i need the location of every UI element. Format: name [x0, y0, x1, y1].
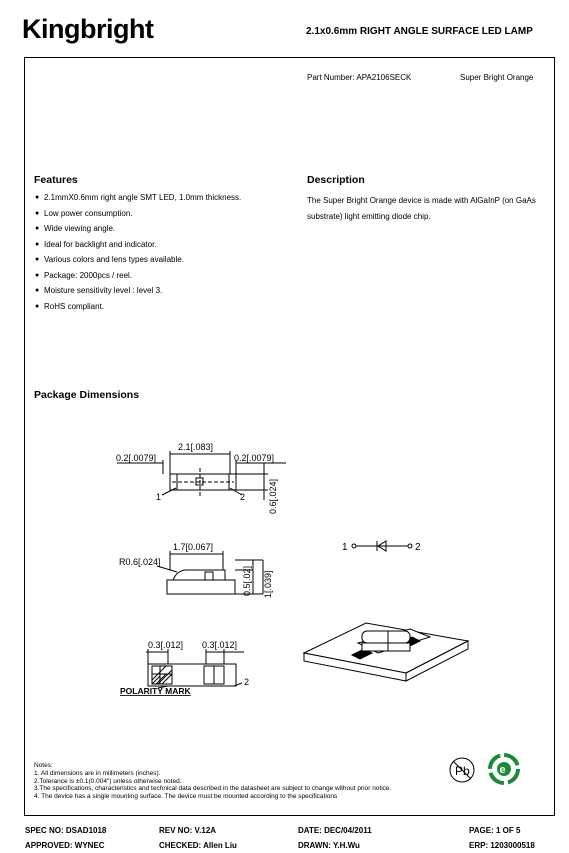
polarity-mark-label: POLARITY MARK: [120, 686, 191, 696]
features-list: [35, 193, 241, 317]
approved-by: APPROVED: WYNEC: [25, 841, 105, 850]
isometric-led-drawing: [300, 615, 472, 687]
page-number: PAGE: 1 OF 5: [469, 826, 521, 835]
note-item: 3.The specifications, characteristics and technical data described in the datasheet are subject to change without prior notice.: [34, 785, 392, 793]
package-heading: Package Dimensions: [34, 389, 140, 401]
bottom-view-drawing: [118, 638, 258, 700]
list-item: ● 2.1mmX0.6mm right angle SMT LED, 1.0mm thickness.: [35, 193, 242, 202]
part-number: Part Number: APA2106SECK: [307, 73, 412, 82]
dim-height: 0.6[.024]: [268, 478, 278, 514]
dim-lens-h1: 0.5[.02]: [242, 565, 252, 596]
pin1-label: 1: [156, 492, 162, 502]
document-title: 2.1x0.6mm RIGHT ANGLE SURFACE LED LAMP: [306, 26, 533, 37]
dim-lens-h2: 1[.039]: [263, 570, 273, 598]
list-item: ● Moisture sensitivity level : level 3.: [35, 286, 163, 295]
list-item: ● Low power consumption.: [35, 208, 133, 218]
brand-logo: Kingbright: [22, 14, 154, 44]
note-item: 1. All dimensions are in millimeters (inches).: [34, 769, 161, 777]
list-item: ● Various colors and lens types available.: [35, 255, 184, 264]
notes-title: Notes:: [34, 762, 53, 769]
content-frame: [24, 57, 555, 816]
date: DATE: DEC/04/2011: [298, 826, 372, 835]
list-item: ● Wide viewing angle.: [35, 224, 116, 233]
top-view-drawing: [110, 438, 300, 518]
note-item: 2.Tolerance is ±0.1(0.004") unless otherwise noted.: [34, 777, 182, 785]
svg-text:e: e: [499, 764, 506, 776]
note-item: 4. The device has a single mounting surface. The device must be mounted according to the specifications: [34, 793, 338, 801]
dim-side-right: 0.2[.0079]: [234, 453, 275, 463]
list-item: ● Ideal for backlight and indicator.: [35, 239, 157, 249]
spec-no: SPEC NO: DSAD1018: [25, 826, 107, 835]
list-item: ● Package: 2000pcs / reel.: [35, 270, 133, 280]
description-heading: Description: [307, 174, 365, 186]
diode-pin2: 2: [415, 542, 421, 553]
svg-text:Pb: Pb: [455, 764, 470, 778]
pin2-label: 2: [240, 492, 246, 502]
dim-side-left: 0.2[.0079]: [116, 453, 157, 463]
side-view-drawing: [115, 540, 275, 602]
erp-number: ERP: 1203000518: [469, 841, 535, 850]
features-heading: Features: [34, 174, 78, 186]
notes-block: [34, 762, 391, 801]
bottom-pin2-label: 2: [244, 677, 250, 687]
rev-no: REV NO: V.12A: [159, 826, 217, 835]
drawn-by: DRAWN: Y.H.Wu: [298, 841, 360, 850]
dim-pad-left: 0.3[.012]: [148, 640, 184, 650]
emitting-color: Super Bright Orange: [460, 73, 534, 82]
dim-width: 2.1[.083]: [178, 442, 214, 452]
eco-recycle-icon: [486, 752, 522, 786]
checked-by: CHECKED: Allen Liu: [159, 841, 237, 850]
diode-symbol-icon: [340, 537, 430, 557]
dim-lens-width: 1.7[0.067]: [173, 542, 214, 552]
dim-radius: R0.6[.024]: [119, 557, 161, 567]
list-item: ● RoHS compliant.: [35, 301, 105, 311]
pb-free-icon: [447, 755, 477, 785]
description-text: The Super Bright Orange device is made with AlGaInP (on GaAs substrate) light emitting diode chip.: [307, 196, 536, 221]
dim-pad-right: 0.3[.012]: [202, 640, 238, 650]
diode-pin1: 1: [342, 542, 348, 553]
